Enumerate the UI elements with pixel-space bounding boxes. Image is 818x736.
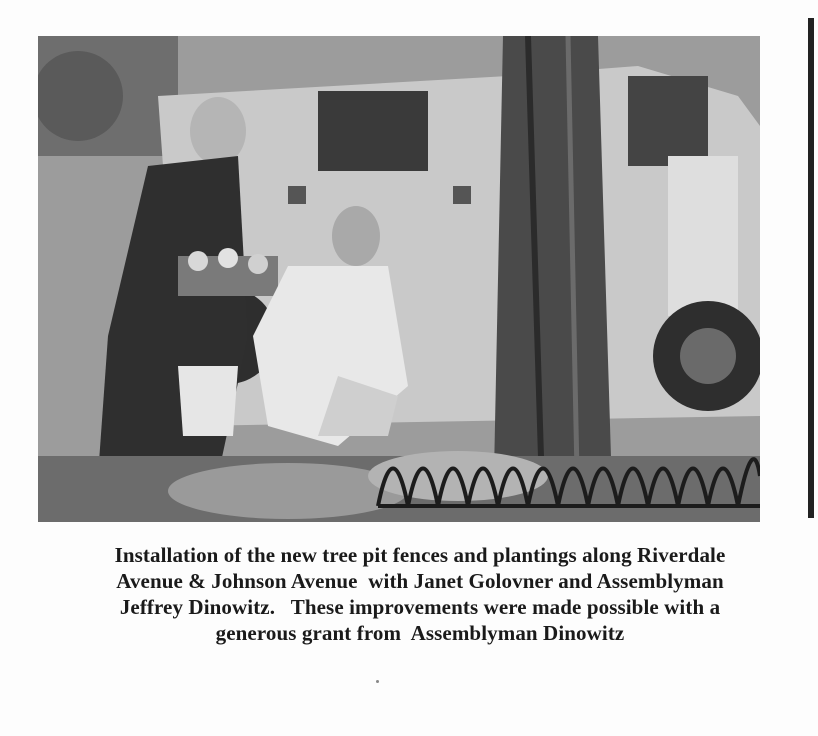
flower: [248, 254, 268, 274]
flower: [218, 248, 238, 268]
vehicle-window-rear: [628, 76, 708, 166]
person-standing-head: [190, 97, 246, 165]
bucket: [178, 366, 238, 436]
person-crouching-head: [332, 206, 380, 266]
caption-line-4: generous grant from Assemblyman Dinowitz: [215, 621, 625, 645]
scan-edge: [808, 18, 814, 518]
scan-speck: [376, 680, 379, 683]
vehicle-handle: [288, 186, 306, 204]
photo-illustration: [38, 36, 760, 522]
caption-line-2: Avenue & Johnson Avenue with Janet Golovner and Assemblyman: [116, 569, 724, 593]
vehicle-window: [318, 91, 428, 171]
caption-line-3: Jeffrey Dinowitz. These improvements were made possible with a: [119, 595, 721, 619]
photo-caption: [60, 542, 780, 646]
tree-trunk: [493, 36, 613, 522]
vehicle-handle-2: [453, 186, 471, 204]
newspaper-photo: [38, 36, 760, 522]
vehicle-hubcap: [680, 328, 736, 384]
caption-line-1: Installation of the new tree pit fences and plantings along Riverdale: [114, 543, 726, 567]
vehicle-door-panel: [668, 156, 738, 316]
flower: [188, 251, 208, 271]
